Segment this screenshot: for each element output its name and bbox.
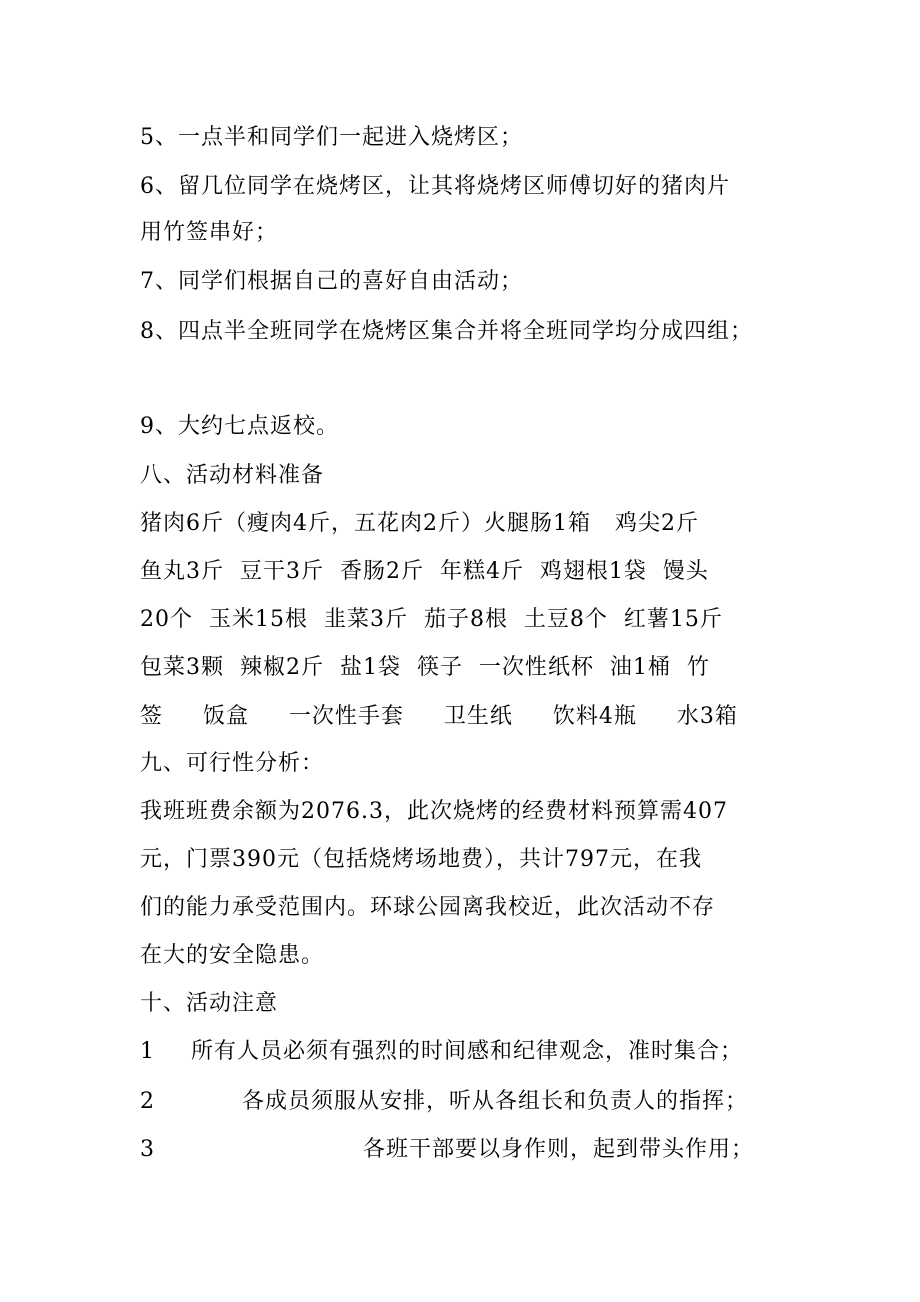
schedule-item-9: 9、大约七点返校。: [140, 414, 339, 439]
materials-line-5: 签 饭盒 一次性手套 卫生纸 饮料4瓶 水3箱: [140, 704, 738, 729]
materials-line-2: 鱼丸3斤 豆干3斤 香肠2斤 年糕4斤 鸡翅根1袋 馒头: [140, 559, 709, 584]
schedule-item-5: 5、一点半和同学们一起进入烧烤区；: [140, 125, 523, 150]
feasibility-line-1: 我班班费余额为2076.3，此次烧烤的经费材料预算需407: [140, 799, 728, 824]
schedule-item-8: 8、四点半全班同学在烧烤区集合并将全班同学均分成四组；: [140, 319, 753, 344]
materials-line-4: 包菜3颗 辣椒2斤 盐1袋 筷子 一次性纸杯 油1桶 竹: [140, 655, 710, 680]
materials-line-1: 猪肉6斤（瘦肉4斤，五花肉2斤）火腿肠1箱 鸡尖2斤: [140, 511, 699, 536]
note-3: [140, 1136, 754, 1164]
notes-heading: 十、活动注意: [140, 991, 279, 1016]
materials-line-3: 20个 玉米15根 韭菜3斤 茄子8根 土豆8个 红薯15斤: [140, 607, 723, 632]
feasibility-heading: 九、可行性分析：: [140, 751, 325, 776]
note-3-number: 3: [140, 1137, 155, 1162]
feasibility-line-3: 们的能力承受范围内。环球公园离我校近，此次活动不存: [140, 895, 716, 920]
schedule-item-7: 7、同学们根据自己的喜好自由活动；: [140, 269, 523, 294]
note-1-text: 所有人员必须有强烈的时间感和纪律观念，准时集合；: [191, 1039, 744, 1064]
note-2-text: 各成员须服从安排，听从各组长和负责人的指挥；: [242, 1089, 749, 1114]
note-2-number: 2: [140, 1089, 155, 1114]
schedule-item-6-line1: 6、留几位同学在烧烤区，让其将烧烤区师傅切好的猪肉片: [140, 174, 730, 199]
feasibility-line-4: 在大的安全隐患。: [140, 943, 325, 968]
note-1-number: 1: [140, 1039, 155, 1064]
note-3-text: 各班干部要以身作则，起到带头作用；: [363, 1137, 755, 1162]
note-2: [140, 1088, 748, 1116]
note-1: [140, 1038, 743, 1066]
materials-heading: 八、活动材料准备: [140, 463, 325, 488]
feasibility-line-2: 元，门票390元（包括烧烤场地费），共计797元，在我: [140, 847, 702, 872]
schedule-item-6-line2: 用竹签串好；: [140, 220, 279, 245]
